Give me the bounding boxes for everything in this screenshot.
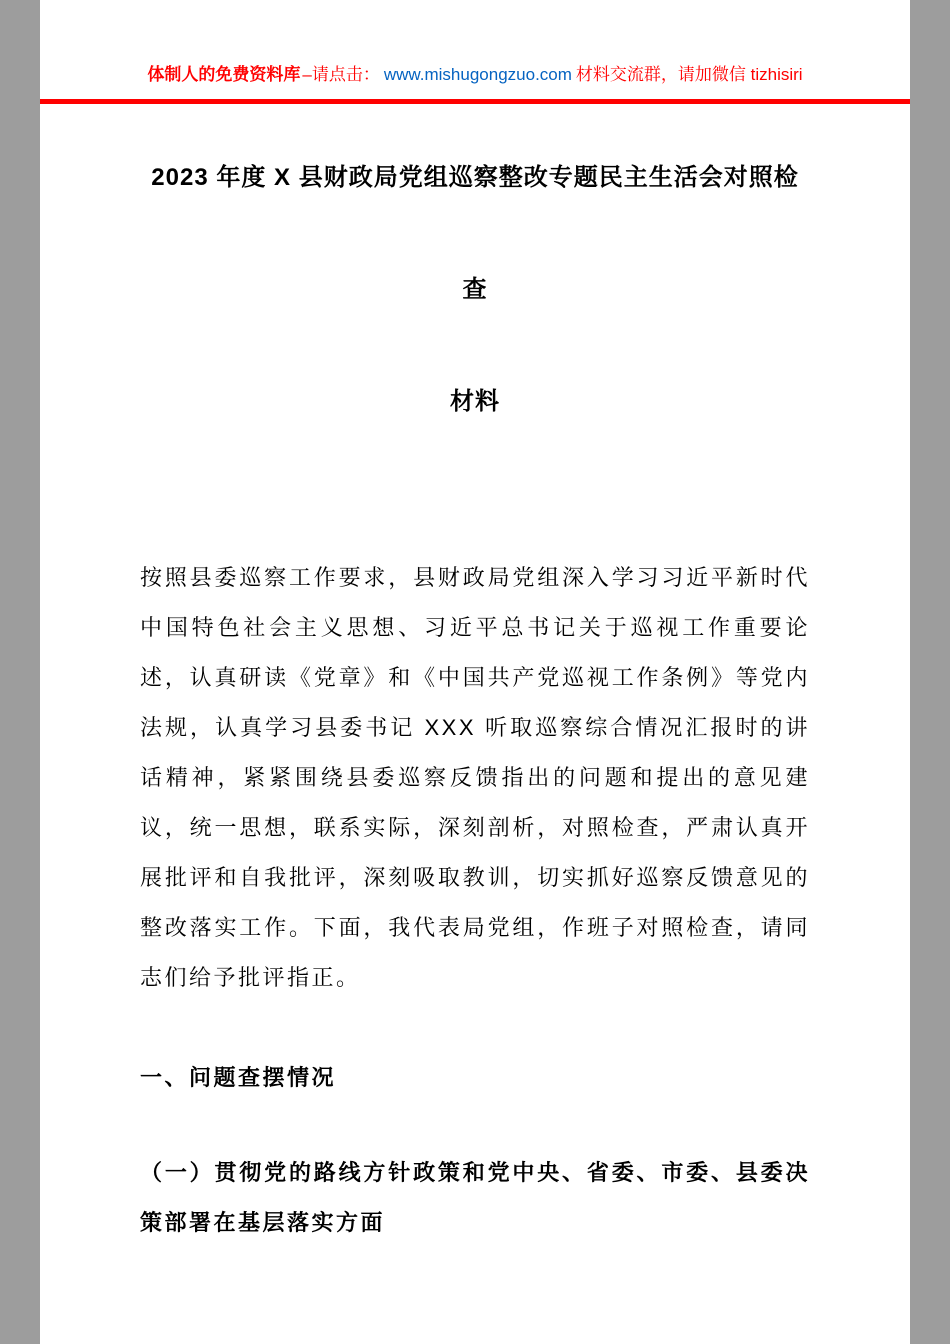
document-page <box>40 0 910 1344</box>
document-title-line-1: 2023 年度 X 县财政局党组巡察整改专题民主生活会对照检查 <box>151 164 799 303</box>
right-margin-bar <box>910 0 950 1344</box>
promo-website-link[interactable]: www.mishugongzuo.com <box>383 65 572 84</box>
document-content <box>40 122 910 1248</box>
left-margin-bar <box>0 0 40 1344</box>
document-title-line-2: 材料 <box>450 388 500 415</box>
promo-brand-label: 体制人的免费资料库 <box>147 65 301 84</box>
section-heading-problems: 一、问题查摆情况 <box>140 1065 337 1090</box>
opening-paragraph: 按照县委巡察工作要求，县财政局党组深入学习习近平新时代中国特色社会主义思想、习近平总书记关于巡视工作重要论述，认真研读《党章》和《中国共产党巡视工作条例》等党内法规，认真学习县委书记 XXX 听取巡察综合情况汇报时的讲话精神，紧紧围绕县委巡察反馈指出的问题和提出的意见建议，统一思想，联系实际，深刻剖析，对照检查，严肃认真开展批评和自我批评，深刻吸取教训，切实抓好巡察反馈意见的整改落实工作。下面，我代表局党组，作班子对照检查，请同志们给予批评指正。 <box>140 565 810 990</box>
promo-contact-label: 材料交流群，请加微信 tizhisiri <box>575 65 803 84</box>
document-title <box>140 122 810 458</box>
promo-prompt-label: –请点击： <box>302 65 380 84</box>
promo-header <box>40 0 910 104</box>
subsection-heading-policy-implementation: （一）贯彻党的路线方针政策和党中央、省委、市委、县委决策部署在基层落实方面 <box>140 1160 810 1235</box>
